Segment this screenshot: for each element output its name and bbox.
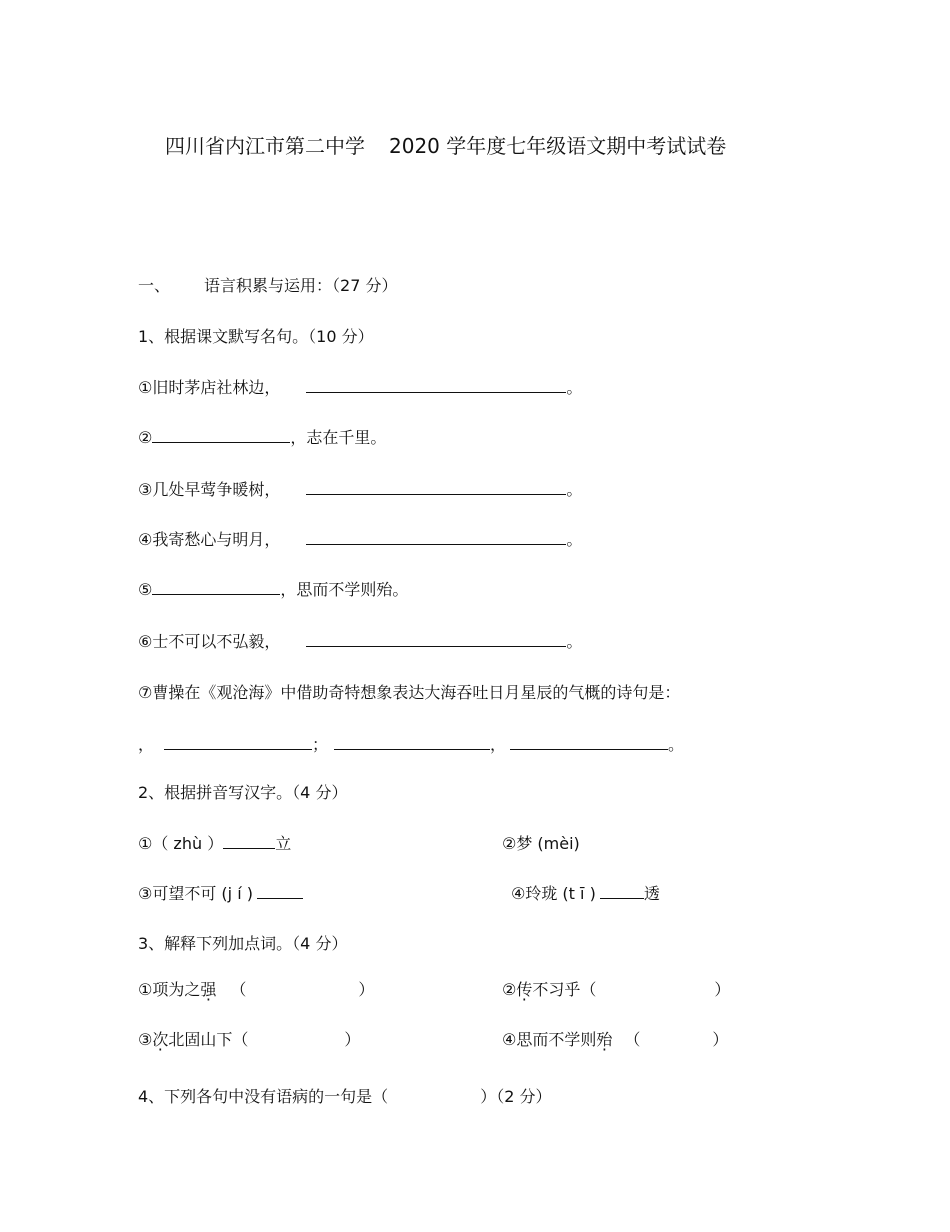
q1-item-3-end: 。 xyxy=(566,480,583,499)
q3-item-a-text: ①项为之 xyxy=(138,980,201,999)
answer-blank[interactable] xyxy=(152,580,280,595)
q3-item-d-text: ④思而不学则 xyxy=(502,1030,597,1049)
q1-item-2-end: ，志在千里。 xyxy=(290,428,387,447)
q1-item-1-text: ①旧时茅店社林边， xyxy=(138,378,281,397)
q3-item-d xyxy=(502,1030,728,1050)
q1-item-1 xyxy=(138,378,582,398)
question-4-heading xyxy=(138,1087,551,1107)
q1-item-6-text: ⑥士不可以不弘毅， xyxy=(138,632,281,651)
q1-item-7: ⑦曹操在《观沧海》中借助奇特想象表达大海吞吐日月星辰的气概的诗句是： xyxy=(138,683,681,702)
question-2-heading: 2、根据拼音写汉字。（4 分） xyxy=(138,783,348,802)
section-number: 一、 xyxy=(138,276,171,295)
q1-item-3-text: ③几处早莺争暖树， xyxy=(138,480,281,499)
dotted-char: 次 xyxy=(152,1030,169,1049)
q1-item-7-sep: ； xyxy=(312,735,329,754)
section-heading xyxy=(138,276,397,296)
answer-blank[interactable] xyxy=(510,735,668,750)
q1-item-4-end: 。 xyxy=(566,530,583,549)
q1-item-5-text: ⑤ xyxy=(138,580,153,599)
q3-item-b-rest: 不习乎（ xyxy=(532,980,597,999)
q1-item-7-lead: ， xyxy=(138,735,155,754)
q3-item-b-text: ② xyxy=(502,980,517,999)
q2-item-d-end: 透 xyxy=(643,884,660,903)
q3-item-c-rest: 北固山下（ xyxy=(168,1030,249,1049)
q1-item-2-text: ② xyxy=(138,428,153,447)
answer-blank[interactable] xyxy=(306,632,566,647)
answer-blank[interactable] xyxy=(257,884,303,899)
dotted-char: 传 xyxy=(516,980,533,999)
q1-item-7-sep: ， xyxy=(490,735,507,754)
q1-item-4 xyxy=(138,530,582,550)
q1-item-3 xyxy=(138,480,582,500)
dotted-char: 强 xyxy=(200,980,217,999)
q2-item-d xyxy=(511,884,660,904)
q2-item-a-text: ①（ zhù ） xyxy=(138,834,224,853)
q4-heading-text: 4、下列各句中没有语病的一句是（ xyxy=(138,1087,389,1106)
q3-item-a xyxy=(138,980,374,1000)
q2-item-b: ②梦 (mèi) xyxy=(502,834,580,853)
answer-blank[interactable] xyxy=(334,735,490,750)
q1-item-2 xyxy=(138,428,386,448)
q1-item-1-end: 。 xyxy=(566,378,583,397)
q2-item-d-text: ④玲珑 (t ī ) xyxy=(511,884,596,903)
answer-blank[interactable] xyxy=(600,884,644,899)
answer-blank[interactable] xyxy=(152,428,290,443)
question-3-heading: 3、解释下列加点词。（4 分） xyxy=(138,934,348,953)
q3-item-c-text: ③ xyxy=(138,1030,153,1049)
q2-item-c xyxy=(138,884,303,904)
close-paren: ） xyxy=(714,980,731,999)
q1-item-5-end: ，思而不学则殆。 xyxy=(280,580,409,599)
q1-item-7-answers xyxy=(138,735,684,755)
section-label: 语言积累与运用：（27 分） xyxy=(204,276,398,295)
answer-blank[interactable] xyxy=(223,834,275,849)
title-exam: 2020 学年度七年级语文期中考试试卷 xyxy=(389,134,727,158)
answer-blank[interactable] xyxy=(306,530,566,545)
q1-item-6-end: 。 xyxy=(566,632,583,651)
q4-heading-tail: ）（2 分） xyxy=(480,1087,552,1106)
q3-item-b xyxy=(502,980,730,1000)
q1-item-7-end: 。 xyxy=(668,735,685,754)
question-1-heading: 1、根据课文默写名句。（10 分） xyxy=(138,327,374,346)
open-paren: （ xyxy=(230,980,247,999)
q2-item-a xyxy=(138,834,291,854)
dotted-char: 殆 xyxy=(596,1030,613,1049)
q1-item-4-text: ④我寄愁心与明月， xyxy=(138,530,281,549)
q1-item-6 xyxy=(138,632,582,652)
page-title xyxy=(165,133,726,159)
answer-blank[interactable] xyxy=(306,378,566,393)
q1-item-5 xyxy=(138,580,408,600)
answer-blank[interactable] xyxy=(306,480,566,495)
close-paren: ） xyxy=(712,1030,729,1049)
q2-item-c-text: ③可望不可 (j í ) xyxy=(138,884,253,903)
title-school: 四川省内江市第二中学 xyxy=(165,134,365,158)
q3-item-c xyxy=(138,1030,360,1050)
open-paren: （ xyxy=(624,1030,641,1049)
answer-blank[interactable] xyxy=(164,735,312,750)
close-paren: ） xyxy=(358,980,375,999)
close-paren: ） xyxy=(344,1030,361,1049)
q2-item-a-end: 立 xyxy=(275,834,292,853)
